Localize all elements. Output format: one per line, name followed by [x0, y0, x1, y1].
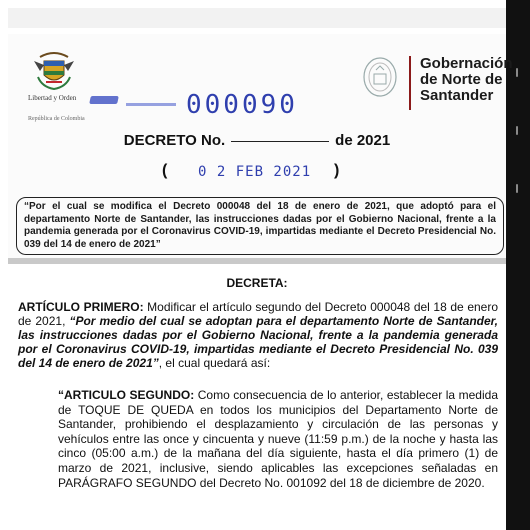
article-primero-end: , el cual quedará así:: [158, 356, 271, 370]
article-segundo-label: “ARTICULO SEGUNDO:: [58, 388, 195, 402]
decree-header-section: [8, 34, 513, 258]
gobernacion-line: de Norte de: [420, 71, 503, 88]
republica-caption: República de Colombia: [28, 116, 85, 122]
decree-title: [8, 132, 506, 149]
cut-off-text: [18, 519, 198, 527]
department-seal-icon: [362, 56, 398, 98]
side-marker: [516, 184, 518, 193]
ink-smudge: [126, 103, 176, 106]
gobernacion-logo-text: [420, 56, 513, 104]
brand-divider: [409, 56, 411, 110]
side-marker: [516, 126, 518, 135]
side-marker: [516, 68, 518, 77]
article-primero-text: Modificar el artículo segundo del Decreto 000048 del 18 de enero de 2021,: [18, 300, 499, 328]
top-strip: [8, 8, 506, 28]
decree-title-suffix: de 2021: [335, 132, 391, 149]
date-close-paren: ): [334, 162, 340, 179]
decreta-heading: DECRETA:: [226, 276, 288, 290]
gobernacion-line: Gobernación: [420, 55, 513, 72]
decree-body-section: [8, 264, 506, 530]
gobernacion-line: Santander: [420, 87, 494, 104]
decree-summary: “Por el cual se modifica el Decreto 000048 del 18 de enero de 2021, que adoptó para el departamento Norte de Santander, las instrucciones dadas por el Gobierno Nacional, frente a la pandemia generada por el Coronavirus COVID-19, impartidas mediante el Decreto Presidencial No. 039 del 14 de enero de 2021”: [16, 197, 504, 255]
colombia-coat-of-arms-icon: [32, 47, 76, 91]
date-stamp: 0 2 FEB 2021: [198, 164, 312, 180]
article-primero-label: ARTÍCULO PRIMERO:: [18, 300, 144, 314]
article-primero: [18, 300, 498, 370]
date-open-paren: (: [162, 162, 168, 179]
article-primero-quote: “Por medio del cual se adoptan para el departamento Norte de Santander, las instrucciones dadas por el Gobierno Nacional, frente a la pandemia generada por el Coronavirus COVID-19, impartidas mediante el Decreto Presidencial No. 039 del 14 de enero de 2021”: [18, 314, 499, 370]
decree-number-blank: [231, 141, 329, 142]
article-segundo: [58, 388, 498, 490]
decree-number-stamp: 000090: [186, 90, 298, 120]
decree-title-prefix: DECRETO No.: [123, 132, 226, 149]
ink-smudge: [89, 96, 119, 104]
shield-caption: Libertad y Orden: [28, 94, 77, 102]
article-segundo-text: Como consecuencia de lo anterior, establecer la medida de TOQUE DE QUEDA en todos los municipios del Departamento Norte de Santander, prohibiendo el desplazamiento y circulación de las personas y vehículos entre las once y cincuenta y nueve (11:59 p.m.) de la noche y hasta las cinco (05:00 a.m.) de la mañana del día siguiente, hasta el día primero (1) de marzo de 2021, inclusive, siendo aplicables las excepciones señaladas en PARÁGRAFO SEGUNDO del Decreto No. 001092 del 18 de diciembre de 2020.: [58, 388, 498, 490]
